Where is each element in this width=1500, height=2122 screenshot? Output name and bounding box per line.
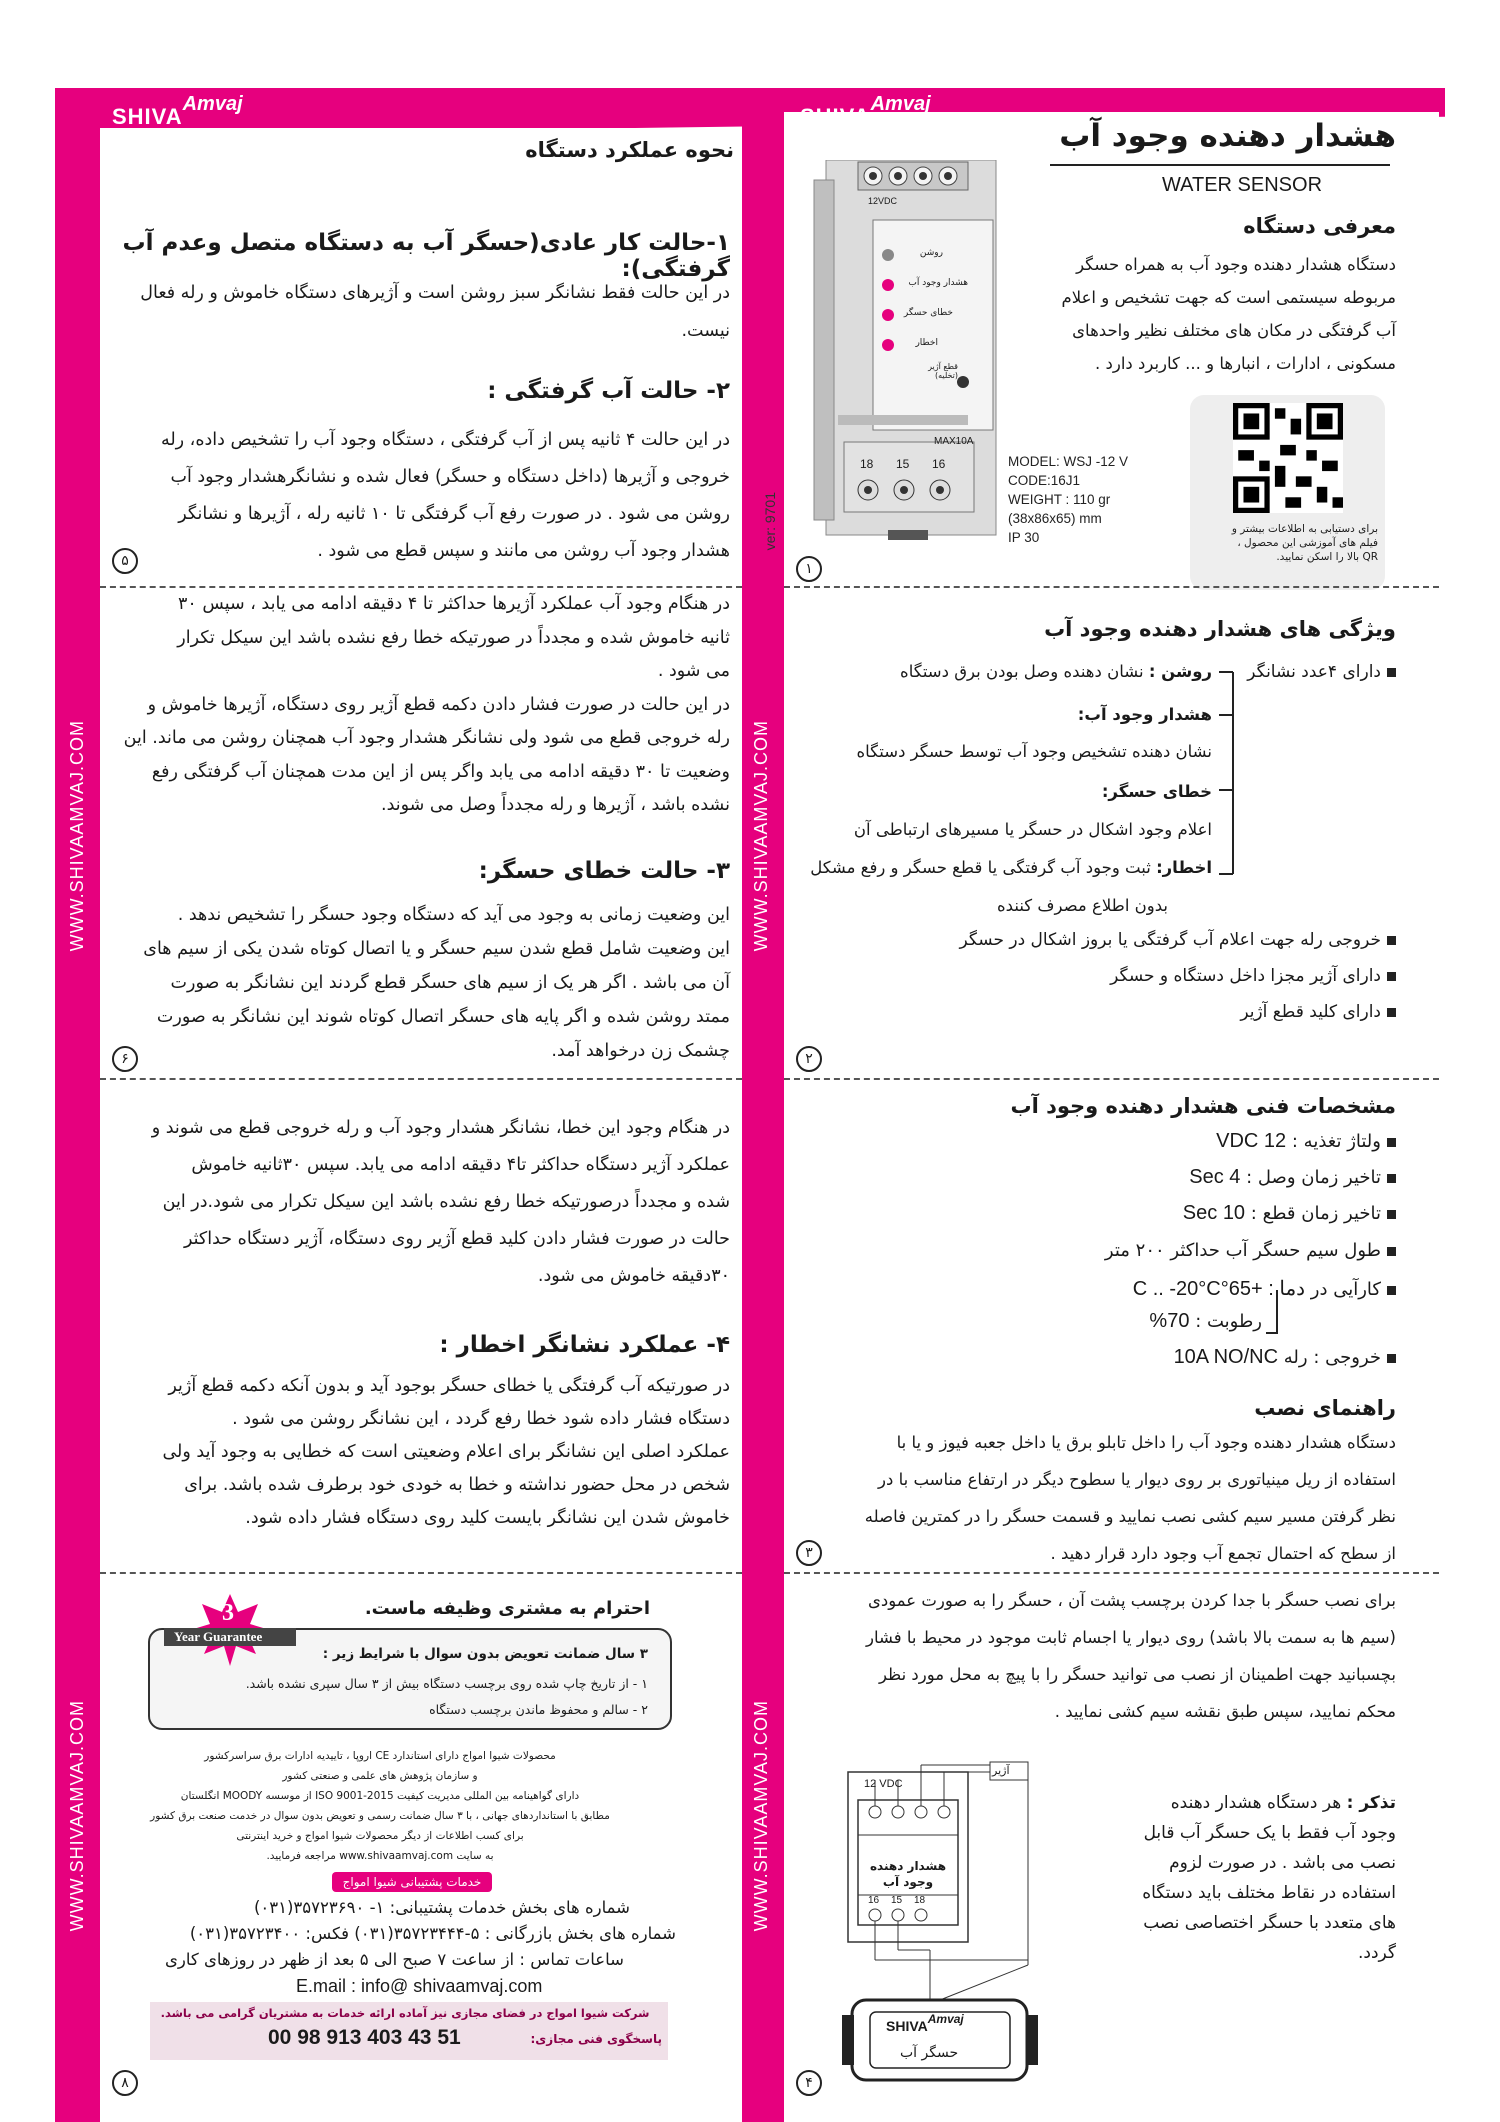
spec-output: خروجی : رله 10A NO/NC (1174, 1346, 1396, 1369)
spec-voltage: ولتاژ تغذیه : 12 VDC (1216, 1130, 1396, 1153)
diagram-siren-label: آژیر (992, 1764, 1010, 1777)
page-title: هشدار دهنده وجود آب (1059, 118, 1396, 154)
feature-sub-error-label: خطای حسگر: (1101, 782, 1212, 801)
qr-code[interactable] (1233, 403, 1343, 513)
s3-text: این وضعیت زمانی به وجود می آید که دستگاه وجود حسگر را تشخیص ندهد . این وضعیت شامل قطع شدن سیم حسگر و یا اتصال کوتاه شدن یکی از سیم های آن می باشد . اگر هر یک از سیم های حسگر قطع گردند این نشانگر به صورت ممتد روشن شده و اگر پایه های حسگر اتصال کوتاه شوند این نشانگر به صورت چشمک زن درخواهد آمد. (143, 905, 730, 1061)
feature-sub-error-text: اعلام وجود اشکال در حسگر یا مسیرهای ارتباطی آن (853, 820, 1212, 839)
device-light-power: روشن (919, 248, 943, 258)
feature-sub-warning: اخطار: ثبت وجود آب گرفتگی یا قطع حسگر و رفع مشکل (810, 858, 1212, 877)
respect-line: احترام به مشتری وظیفه ماست. (364, 1598, 650, 1619)
logo-right: SHIVAAmvaj (800, 93, 931, 129)
guarantee-badge-text: Year Guarantee (174, 1629, 263, 1644)
qr-caption: برای دستیابی به اطلاعات بیشتر و فیلم های آموزشی این محصول ، QR بالا را اسکن نمایید. (1231, 523, 1378, 563)
device-terminal-16: 16 (932, 457, 946, 471)
contact-sales: شماره های بخش بازرگانی : ۵-۳۵۷۲۳۴۴۴(۰۳۱) فکس: ۳۵۷۲۳۴۰۰(۰۳۱) (189, 1924, 676, 1943)
intro-text: دستگاه هشدار دهنده وجود آب به همراه حسگر مربوطه سیستمی است که جهت تشخیص و اعلام آب گرفتگی در مکان های مختلف نظیر واحدهای مسکونی ، ادارات ، انبارها و ... کاربرد دارد . (1061, 255, 1396, 373)
model-info: MODEL: WSJ -12 V CODE:16J1 WEIGHT : 110 gr (38x86x65) mm IP 30 (1008, 454, 1129, 545)
diagram-device-label: هشدار دهنده وجود آب (869, 1859, 947, 1889)
contact-hours: ساعات تماس : از ساعت ۷ صبح الی ۵ بعد از ظهر در روزهای کاری (164, 1950, 624, 1969)
s3-text-2: در هنگام وجود این خطا، نشانگر هشدار وجود آب و رله خروجی قطع می شوند و عملکرد آژیر دستگاه حداکثر تا۴ دقیقه ادامه می یابد. سپس ۳۰ثانیه خاموش شده و مجدداً درصورتیکه خطا رفع نشده باشد این سیکل تکرار می شود.در این حالت در صورت فشار دادن کلید قطع آژیر روی دستگاه، آژیر دستگاه حداکثر ۳۰دقیقه خاموش می شود. (151, 1118, 730, 1286)
diagram-sensor-logo: SHIVAAmvaj (886, 2012, 964, 2034)
device-illustration (808, 160, 1013, 540)
s4-title: ۴- عملکرد نشانگر اخطار : (439, 1332, 730, 1358)
side-url-left-top: WWW.SHIVAAMVAJ.COM (67, 720, 87, 952)
feature-item-switch: دارای کلید قطع آژیر (976, 1002, 1396, 1022)
guarantee-cond-1: ۱ - از تاریخ چاپ شده روی برچسب دستگاه بیش از ۳ سال سپری نشده باشد. (245, 1676, 648, 1691)
contact-email[interactable]: E.mail : info@ shivaamvaj.com (296, 1976, 543, 1996)
feature-item-indicators: دارای ۴عدد نشانگر (1226, 662, 1396, 682)
feature-sub-water-label: هشدار وجود آب: (1077, 705, 1212, 724)
feature-bracket (1215, 668, 1235, 878)
s1-text: در این حالت فقط نشانگر سبز روشن است و آژیرهای دستگاه خاموش و رله فعال نیست. (140, 283, 730, 341)
side-url-center-top: WWW.SHIVAAMVAJ.COM (751, 720, 771, 952)
divider-right-1 (784, 586, 1439, 588)
guarantee-badge-number: 3 (222, 1600, 234, 1626)
virtual-text: شرکت شیوا امواج در فضای مجازی نیز آماده ارائه خدمات به مشتریان گرامی می باشد. (160, 2006, 650, 2020)
features-heading: ویژگی های هشدار دهنده وجود آب (1044, 617, 1396, 641)
install-text-2: برای نصب حسگر با جدا کردن برچسب پشت آن ، حسگر را به صورت عمودی (سیم ها به سمت بالا باشد) روی دیوار یا اجسام ثابت موجود در محیط با فشار بچسبانید جهت اطمینان از نصب می توانید حسگر را با پیچ به محل مورد نظر محکم نمایید، سپس طبق نقشه سیم کشی نمایید . (866, 1591, 1396, 1721)
device-light-water: هشدار وجود آب (908, 278, 968, 288)
s2-text-2: در هنگام وجود آب عملکرد آژیرها حداکثر تا ۴ دقیقه ادامه می یابد ، سپس ۳۰ ثانیه خاموش شده و مجدداً در صورتیکه خطا رفع نشده باشد این سیکل تکرار می شود . در این حالت در صورت فشار دادن دکمه قطع آژیر روی دستگاه، آژیرها خاموش و رله خروجی قطع می شود ولی نشانگر هشدار وجود آب همچنان روشن می ماند. این وضعیت تا ۳۰ دقیقه ادامه می یابد واگر پس از این مدت همچنان آب گرفتگی رفع نشده باشد ، آژیرها و رله مجدداً وصل می شوند. (123, 594, 730, 815)
diagram-terminal-15: 15 (891, 1895, 903, 1906)
install-heading: راهنمای نصب (1254, 1396, 1396, 1420)
install-text: دستگاه هشدار دهنده وجود آب را داخل تابلو برق یا داخل جعبه فیوز و یا با استفاده از ریل مینیاتوری بر روی دیوار یا سطوح دیگر در ارتفاع مناسب با در نظر گرفتن مسیر سیم کشی نصب نمایید و قسمت حسگر را در کمترین فاصله از سطح که احتمال تجمع آب وجود دارد قرار دهید . (864, 1433, 1396, 1563)
device-max-label: MAX10A (934, 436, 974, 447)
diagram-terminal-18: 18 (914, 1895, 926, 1906)
page-number-1: ١ (796, 556, 822, 582)
virtual-label: پاسخگوی فنی مجازی: (530, 2032, 662, 2046)
page-number-6: ۶ (112, 1046, 138, 1072)
feature-item-siren: دارای آژیر مجزا داخل دستگاه و حسگر (976, 966, 1396, 986)
title-underline (1050, 164, 1390, 166)
page-subtitle: WATER SENSOR (1162, 174, 1323, 196)
divider-left-2 (100, 1078, 742, 1080)
spec-bracket (1266, 1290, 1278, 1334)
s4-text: در صورتیکه آب گرفتگی یا خطای حسگر بوجود آید و بدون آنکه دکمه قطع آژیر دستگاه فشار داده شود خطا رفع گردد ، این نشانگر روشن می شود . عملکرد اصلی این نشانگر برای اعلام وضعیتی است که خطایی به وجود آید ولی شخص در محل حضور نداشته و خطا به خودی خود برطرف شده باشد. برای خاموش شدن این نشانگر بایست کلید روی دستگاه فشار داده شود. (162, 1376, 730, 1528)
virtual-phone[interactable]: 00 98 913 403 43 51 (268, 2026, 461, 2049)
version-label: ver: 9701 (762, 492, 778, 551)
device-terminal-18: 18 (860, 457, 874, 471)
diagram-vdc-label: 12 VDC (864, 1778, 903, 1790)
side-url-left-bottom: WWW.SHIVAAMVAJ.COM (67, 1700, 87, 1932)
support-pill: خدمات پشتیبانی شیوا امواج (332, 1872, 492, 1892)
operation-heading: نحوه عملکرد دستگاه (525, 138, 734, 162)
intro-heading: معرفی دستگاه (1243, 214, 1396, 238)
side-url-center-bottom: WWW.SHIVAAMVAJ.COM (751, 1700, 771, 1932)
page-number-5: ۵ (112, 548, 138, 574)
diagram-sensor-label: حسگر آب (900, 2045, 959, 2061)
page-number-4: ۴ (796, 2070, 822, 2096)
page-number-2: ٢ (796, 1046, 822, 1072)
device-top-label: 12VDC (868, 196, 898, 206)
page-number-8: ٨ (112, 2070, 138, 2096)
device-light-warning: اخطار (915, 338, 938, 348)
certifications: محصولات شیوا امواج دارای استاندارد CE اروپا ، تاییدیه ادارات برق سراسرکشور و سازمان پژوهش های علمی و صنعتی کشور دارای گواهینامه بین المللی مدیریت کیفیت ISO 9001-2015 از موسسه MOODY انگلستان مطابق با استانداردهای جهانی ، با ۳ سال ضمانت رسمی و تعویض بدون سوال در خدمت صنعت برق کشور برای کسب اطلاعات از دیگر محصولات شیوا امواج و خرید اینترنتی به سایت www.shivaamvaj.com مراجعه فرمایید. (150, 1750, 610, 1862)
device-terminal-15: 15 (896, 457, 910, 471)
s2-title: ۲- حالت آب گرفتگی : (487, 378, 730, 404)
contact-support: شماره های بخش خدمات پشتیبانی: ۱- ۳۵۷۲۳۶۹۰(۰۳۱) (253, 1898, 630, 1917)
s1-title: ۱-حالت کار عادی(حسگر آب به دستگاه متصل وعدم آب گرفتگی): (122, 230, 730, 282)
s3-title: ۳- حالت خطای حسگر: (478, 858, 730, 884)
note: تذکر : هر دستگاه هشدار دهنده وجود آب فقط با یک حسگر آب قابل نصب می باشد . در صورت لزوم استفاده در نقاط مختلف باید دستگاه های متعدد با حسگر اختصاصی نصب گردد. (1142, 1793, 1396, 1963)
s2-text: در این حالت ۴ ثانیه پس از آب گرفتگی ، دستگاه وجود آب را تشخیص داده، رله خروجی و آژیرها (داخل دستگاه و حسگر) فعال شده و نشانگرهشدار وجود آب روشن می شود . در صورت رفع آب گرفتگی تا ۱۰ ثانیه رله ، آژیرها و نشانگر هشدار وجود آب روشن می مانند و سپس قطع می شود . (160, 430, 730, 561)
wiring-diagram (830, 1760, 1080, 2090)
device-reset-label: قطع آژیر (تخلیه) (928, 362, 958, 380)
spec-humidity: رطوبت : 70% (1149, 1310, 1262, 1332)
logo-left: SHIVAAmvaj (112, 93, 243, 129)
feature-sub-water-text: نشان دهنده تشخیص وجود آب توسط حسگر دستگاه (856, 742, 1212, 761)
divider-right-2 (784, 1078, 1439, 1080)
page-number-3: ٣ (796, 1540, 822, 1566)
spec-on-delay: تاخیر زمان وصل : 4 Sec (1189, 1166, 1396, 1189)
guarantee-title: ۳ سال ضمانت تعویض بدون سوال با شرایط زیر : (322, 1646, 648, 1662)
device-light-error: خطای حسگر (903, 308, 953, 318)
divider-left-3 (100, 1572, 742, 1574)
diagram-terminal-16: 16 (868, 1895, 880, 1906)
guarantee-cond-2: ۲ - سالم و محفوظ ماندن برچسب دستگاه (429, 1702, 648, 1717)
divider-right-3 (784, 1572, 1439, 1574)
feature-sub-warning-2: بدون اطلاع مصرف کننده (997, 896, 1168, 915)
note-label: تذکر : (1346, 1793, 1396, 1813)
spec-temperature: کارآیی در دما : +65°C .. -20°C (1133, 1276, 1396, 1301)
feature-sub-power: روشن : نشان دهنده وصل بودن برق دستگاه (900, 662, 1212, 681)
spec-off-delay: تاخیر زمان قطع : 10 Sec (1183, 1202, 1396, 1225)
specs-heading: مشخصات فنی هشدار دهنده وجود آب (1010, 1094, 1396, 1118)
feature-item-relay: خروجی رله جهت اعلام آب گرفتگی یا بروز اشکال در حسگر (876, 930, 1396, 950)
spec-wire-length: طول سیم حسگر آب حداکثر ۲۰۰ متر (1105, 1240, 1396, 1261)
